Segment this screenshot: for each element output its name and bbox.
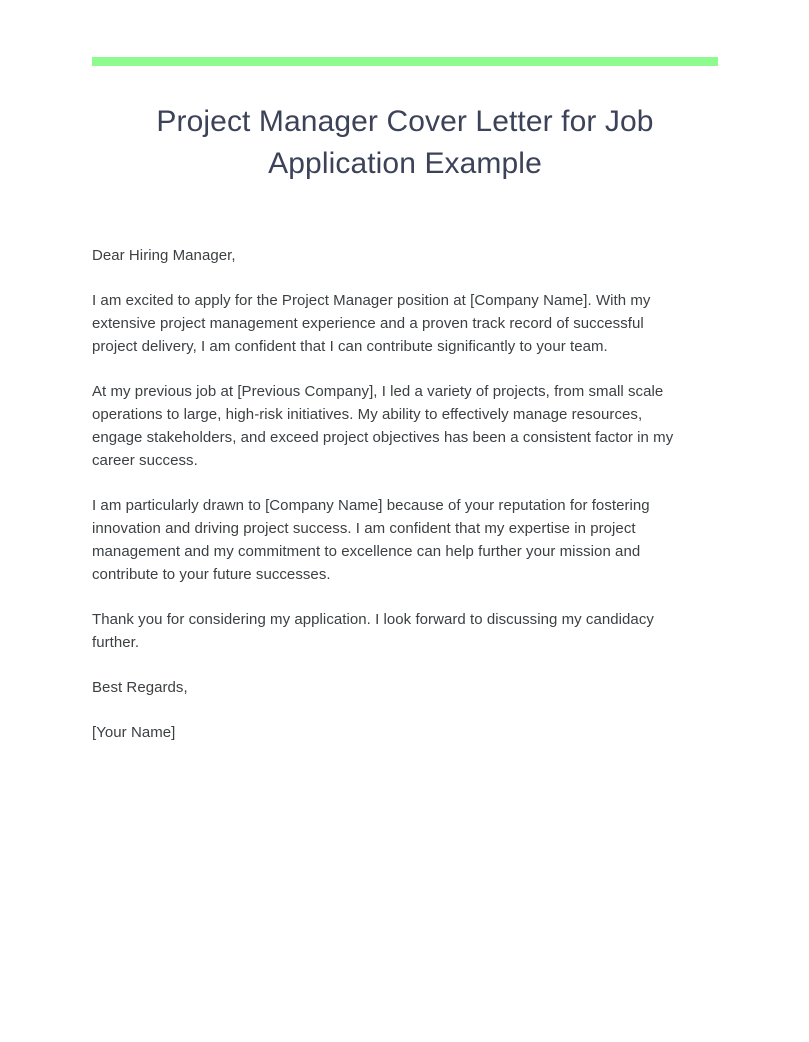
letter-paragraph-1: I am excited to apply for the Project Manager position at [Company Name]. With my extensive project management experience and a proven track record of successful project delivery, I am confident that I can contribute significantly to your team. [92,292,651,355]
letter-paragraph-2: At my previous job at [Previous Company], I led a variety of projects, from small scale operations to large, high-risk initiatives. My ability to effectively manage resources, engage stakeholders, and exceed project objectives has been a consistent factor in my career success. [92,383,674,469]
letter-salutation: Dear Hiring Manager, [92,247,236,264]
letter-body [92,244,686,766]
top-accent-bar [92,57,718,66]
letter-paragraph-3: I am particularly drawn to [Company Name] because of your reputation for fostering innovation and driving project success. I am confident that my expertise in project management and my commitment to excellence can help further your mission and contribute to your future successes. [92,497,650,583]
letter-paragraph-4: Thank you for considering my application. I look forward to discussing my candidacy further. [92,611,654,651]
page-title: Project Manager Cover Letter for Job Application Example [156,105,654,180]
letter-signoff: Best Regards, [92,679,188,696]
letter-signature: [Your Name] [92,724,176,741]
